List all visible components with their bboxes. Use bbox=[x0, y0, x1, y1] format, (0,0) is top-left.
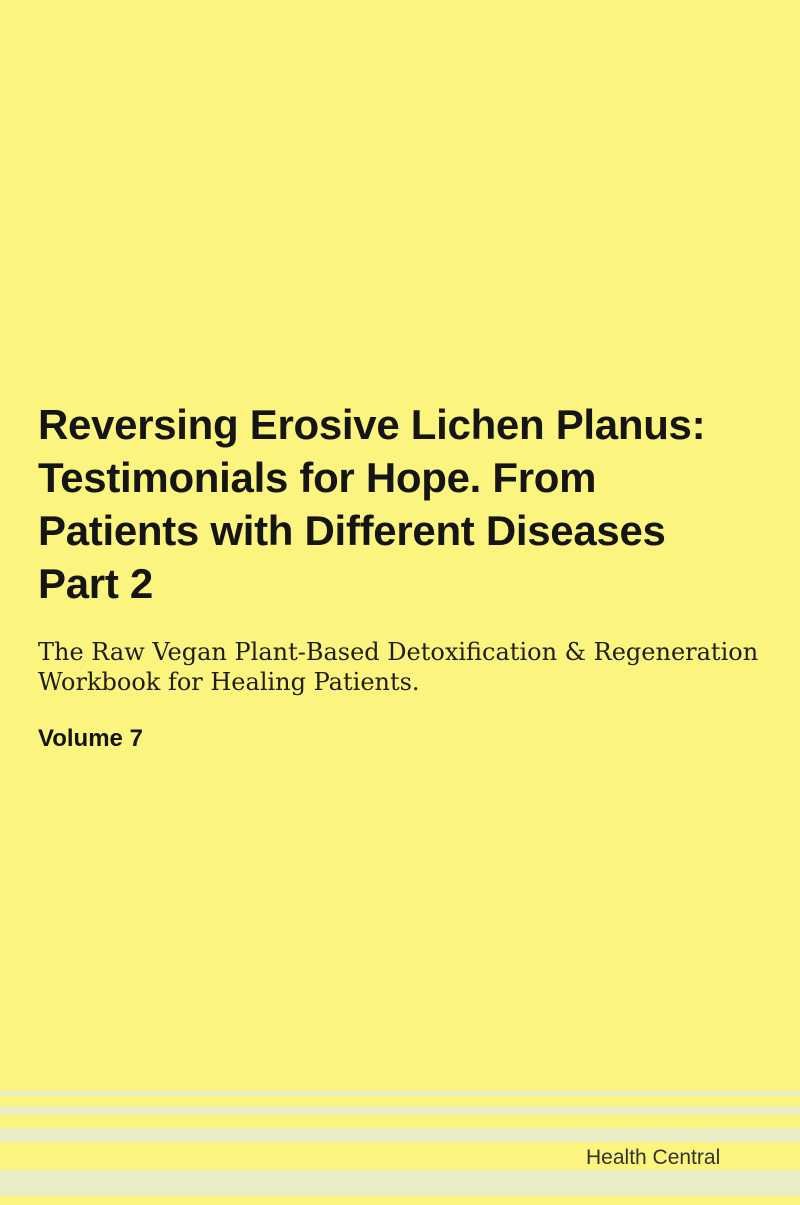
volume-label: Volume 7 bbox=[38, 725, 143, 752]
footer-stripe-4 bbox=[0, 1170, 800, 1196]
title-line-1: Reversing Erosive Lichen Planus: bbox=[38, 401, 706, 448]
subtitle-line-1: The Raw Vegan Plant-Based Detoxification & Regeneration bbox=[38, 638, 759, 666]
book-subtitle bbox=[38, 637, 758, 697]
publisher-name: Health Central bbox=[586, 1146, 721, 1169]
title-line-3: Patients with Different Diseases bbox=[38, 507, 666, 554]
footer-stripe-2 bbox=[0, 1106, 800, 1115]
book-title bbox=[38, 398, 705, 610]
footer-stripe-1 bbox=[0, 1090, 800, 1096]
title-line-2: Testimonials for Hope. From bbox=[38, 454, 597, 501]
footer-stripe-3 bbox=[0, 1128, 800, 1142]
subtitle-line-2: Workbook for Healing Patients. bbox=[38, 668, 420, 696]
title-line-4: Part 2 bbox=[38, 560, 153, 607]
